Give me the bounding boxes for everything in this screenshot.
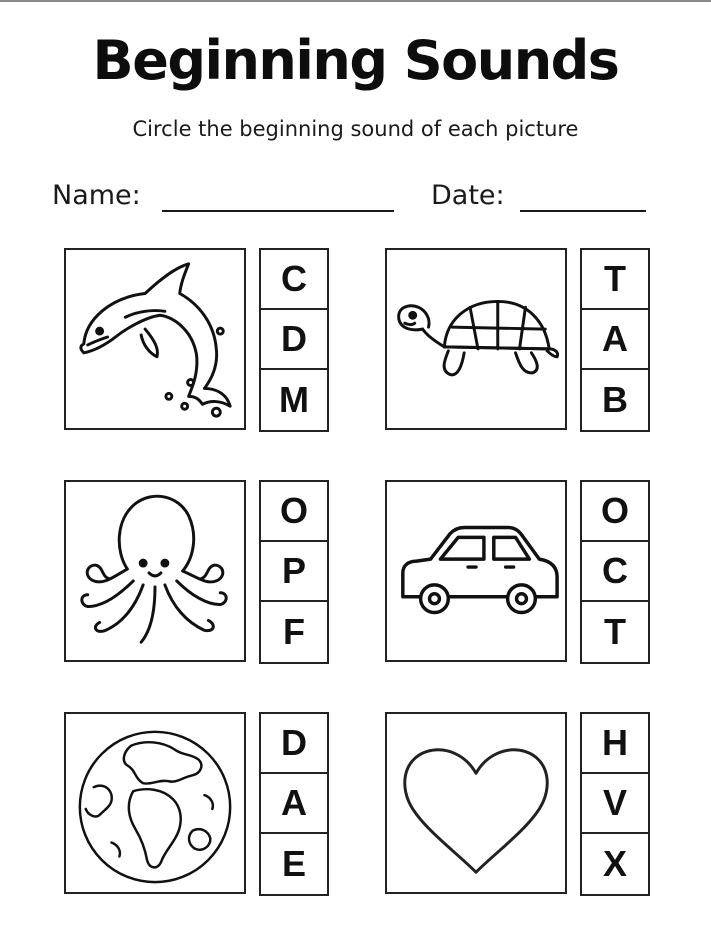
- letter-choice[interactable]: T: [604, 611, 626, 652]
- letter-choice[interactable]: V: [582, 774, 648, 834]
- worksheet-instructions: Circle the beginning sound of each picture: [132, 117, 579, 141]
- letter-choices-earth: [259, 712, 329, 896]
- letter-choices-car: [580, 480, 650, 664]
- name-write-line[interactable]: [162, 210, 394, 212]
- letter-choice[interactable]: C: [582, 542, 648, 602]
- letter-choice[interactable]: O: [261, 482, 327, 542]
- picture-box-heart: [385, 712, 567, 894]
- letter-choice[interactable]: D: [261, 310, 327, 370]
- car-icon: [387, 482, 565, 660]
- letter-choice[interactable]: C: [261, 250, 327, 310]
- letter-choices-dolphin: [259, 248, 329, 432]
- earth-globe-icon: [66, 714, 244, 892]
- letter-choices-octopus: [259, 480, 329, 664]
- letter-choice[interactable]: P: [261, 542, 327, 602]
- letter-choices-turtle: [580, 248, 650, 432]
- picture-box-earth: [64, 712, 246, 894]
- dolphin-icon: [66, 250, 244, 428]
- letter-choice[interactable]: B: [602, 379, 628, 420]
- letter-choice[interactable]: H: [582, 714, 648, 774]
- letter-choice[interactable]: X: [602, 843, 627, 884]
- picture-box-octopus: [64, 480, 246, 662]
- letter-choices-heart: [580, 712, 650, 896]
- date-label: Date:: [431, 180, 505, 211]
- picture-box-turtle: [385, 248, 567, 430]
- letter-choice[interactable]: O: [582, 482, 648, 542]
- heart-icon: [387, 714, 565, 892]
- letter-choice[interactable]: E: [281, 843, 306, 884]
- picture-box-car: [385, 480, 567, 662]
- letter-choice[interactable]: M: [279, 379, 309, 420]
- letter-choice[interactable]: A: [582, 310, 648, 370]
- name-label: Name:: [52, 180, 141, 211]
- letter-choice[interactable]: A: [261, 774, 327, 834]
- turtle-icon: [387, 250, 565, 428]
- letter-choice[interactable]: F: [283, 611, 305, 652]
- letter-choice[interactable]: T: [582, 250, 648, 310]
- worksheet-title: Beginning Sounds: [92, 29, 619, 92]
- letter-choice[interactable]: D: [261, 714, 327, 774]
- date-write-line[interactable]: [520, 210, 646, 212]
- top-border-line: [0, 0, 711, 2]
- octopus-icon: [66, 482, 244, 660]
- picture-box-dolphin: [64, 248, 246, 430]
